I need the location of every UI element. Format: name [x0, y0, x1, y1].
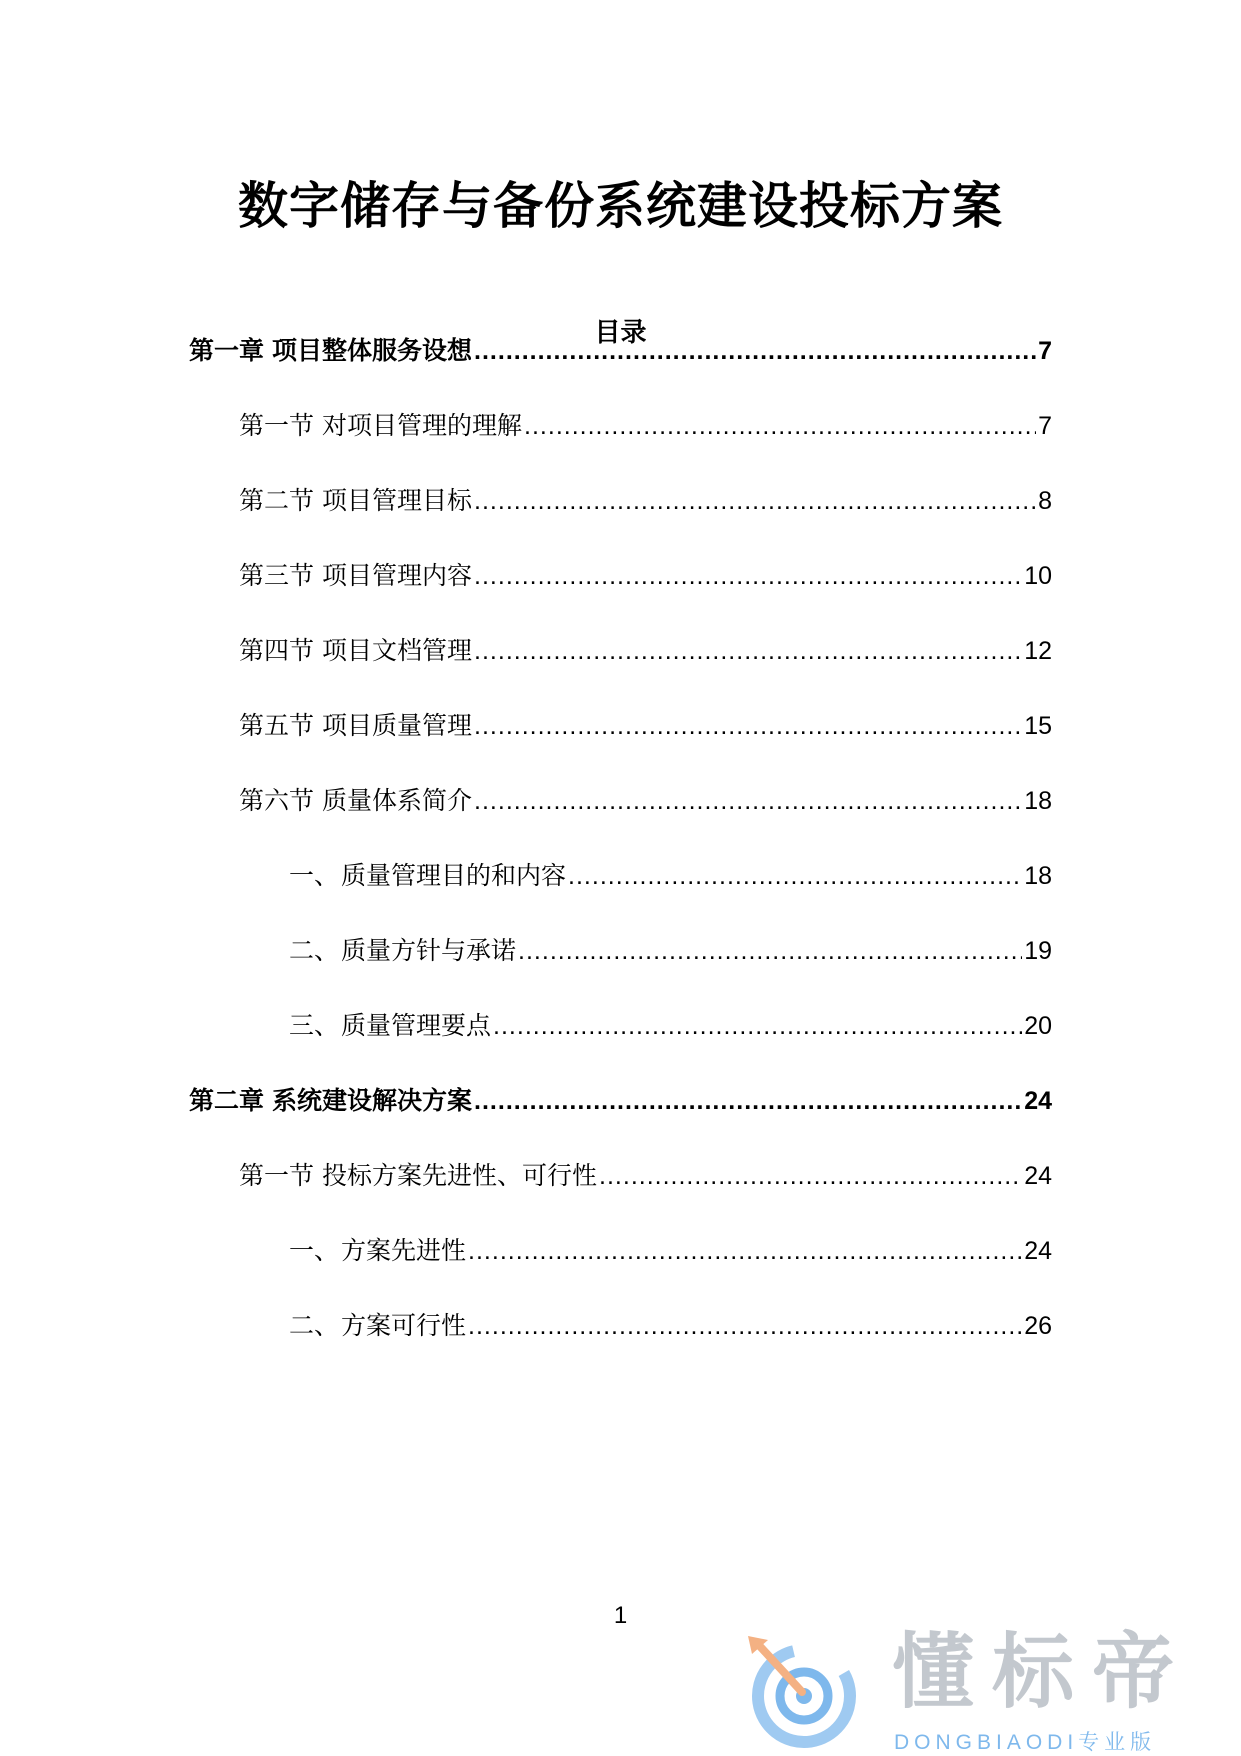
toc-entry-number: 二、	[289, 937, 340, 965]
toc-entry-page: 7	[1038, 412, 1052, 440]
toc-entry-number: 二、	[289, 1312, 340, 1340]
page-number: 1	[613, 1602, 628, 1629]
toc-entry-number: 第四节	[239, 637, 315, 665]
toc-entry-page: 24	[1024, 1237, 1052, 1265]
toc-entry-section[interactable]	[239, 484, 1052, 518]
toc-entry-page: 19	[1024, 937, 1052, 965]
toc-entry-label: 对项目管理的理解	[322, 412, 523, 440]
toc-entry-number: 三、	[289, 1012, 340, 1040]
toc-dot-leader	[474, 334, 1036, 368]
toc-entry-subsection[interactable]	[289, 1309, 1052, 1343]
toc-entry-label: 项目文档管理	[322, 637, 473, 665]
toc-entry-page: 10	[1024, 562, 1052, 590]
toc-dot-leader	[474, 784, 1022, 818]
toc-entry-number: 第六节	[239, 787, 315, 815]
toc-entry-section[interactable]	[239, 559, 1052, 593]
toc-entry-chapter[interactable]	[189, 1084, 1052, 1118]
toc-entry-number: 一、	[289, 1237, 340, 1265]
toc-entry-section[interactable]	[239, 409, 1052, 443]
toc-dot-leader	[524, 409, 1036, 443]
toc-entry-page: 12	[1024, 637, 1052, 665]
toc-entry-page: 24	[1024, 1087, 1052, 1115]
toc-entry-number: 一、	[289, 862, 340, 890]
toc-entry-section[interactable]	[239, 1159, 1052, 1193]
toc-entry-number: 第一节	[239, 1162, 315, 1190]
toc-dot-leader	[568, 859, 1022, 893]
toc-dot-leader	[474, 484, 1036, 518]
toc-entry-label: 项目管理目标	[322, 487, 473, 515]
toc-entry-page: 26	[1024, 1312, 1052, 1340]
toc-entry-section[interactable]	[239, 784, 1052, 818]
toc-entry-number: 第二节	[239, 487, 315, 515]
toc-entry-label: 项目质量管理	[322, 712, 473, 740]
toc-entry-page: 18	[1024, 862, 1052, 890]
toc-entry-page: 24	[1024, 1162, 1052, 1190]
watermark	[742, 1627, 1212, 1754]
toc-dot-leader	[474, 709, 1022, 743]
toc-entry-number: 第一章	[189, 337, 265, 365]
toc-entry-subsection[interactable]	[289, 1234, 1052, 1268]
toc-entry-section[interactable]	[239, 709, 1052, 743]
toc-entry-number: 第五节	[239, 712, 315, 740]
toc-entry-page: 8	[1038, 487, 1052, 515]
toc-entry-page: 20	[1024, 1012, 1052, 1040]
toc-dot-leader	[474, 1084, 1022, 1118]
toc-entry-label: 系统建设解决方案	[272, 1087, 473, 1115]
toc-entry-number: 第一节	[239, 412, 315, 440]
toc-entry-number: 第二章	[189, 1087, 265, 1115]
toc-entry-section[interactable]	[239, 634, 1052, 668]
toc-entry-label: 项目管理内容	[322, 562, 473, 590]
watermark-brand: 懂标帝	[892, 1627, 1193, 1718]
toc-entry-label: 质量方针与承诺	[341, 937, 517, 965]
toc-entry-page: 15	[1024, 712, 1052, 740]
toc-entry-label: 方案可行性	[341, 1312, 467, 1340]
toc-entry-subsection[interactable]	[289, 859, 1052, 893]
toc-dot-leader	[518, 934, 1022, 968]
toc-dot-leader	[474, 559, 1022, 593]
toc-entry-label: 方案先进性	[341, 1237, 467, 1265]
toc-entry-chapter[interactable]	[189, 334, 1052, 368]
toc-dot-leader	[474, 634, 1022, 668]
toc-entry-page: 7	[1038, 337, 1052, 365]
toc-dot-leader	[468, 1309, 1022, 1343]
toc-entry-subsection[interactable]	[289, 934, 1052, 968]
toc-entry-subsection[interactable]	[289, 1009, 1052, 1043]
target-arrow-icon	[742, 1634, 862, 1750]
toc-dot-leader	[493, 1009, 1022, 1043]
toc-entry-label: 质量管理要点	[341, 1012, 492, 1040]
toc-entry-number: 第三节	[239, 562, 315, 590]
toc-heading: 目录	[594, 317, 647, 347]
toc-entry-page: 18	[1024, 787, 1052, 815]
toc-dot-leader	[468, 1234, 1022, 1268]
toc-entry-label: 投标方案先进性、可行性	[322, 1162, 598, 1190]
toc-dot-leader	[599, 1159, 1022, 1193]
document-title: 数字储存与备份系统建设投标方案	[238, 178, 1003, 234]
watermark-subtitle: DONGBIAODI专业版	[894, 1731, 1157, 1754]
toc-entry-label: 项目整体服务设想	[272, 337, 473, 365]
toc-entry-label: 质量管理目的和内容	[341, 862, 567, 890]
toc-entry-label: 质量体系简介	[322, 787, 473, 815]
